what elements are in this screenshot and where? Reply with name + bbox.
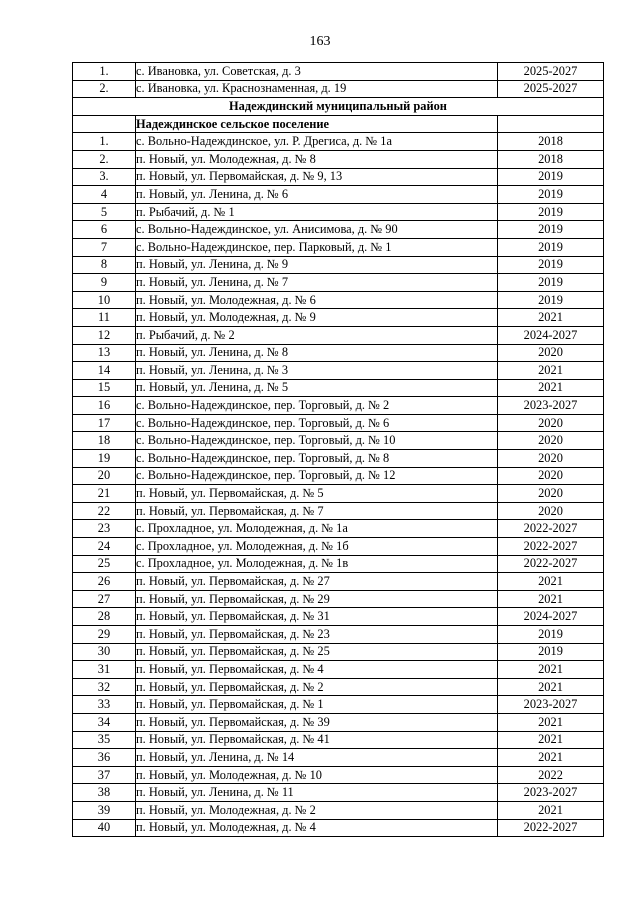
row-year: 2021 bbox=[498, 801, 604, 819]
row-address: с. Прохладное, ул. Молодежная, д. № 1б bbox=[136, 538, 498, 556]
row-number: 20 bbox=[73, 467, 136, 485]
table-row bbox=[73, 432, 604, 450]
row-year: 2019 bbox=[498, 256, 604, 274]
row-number: 29 bbox=[73, 626, 136, 644]
row-address: п. Новый, ул. Молодежная, д. № 9 bbox=[136, 309, 498, 327]
row-year: 2022-2027 bbox=[498, 555, 604, 573]
row-year: 2020 bbox=[498, 414, 604, 432]
table-row bbox=[73, 326, 604, 344]
row-address: с. Прохладное, ул. Молодежная, д. № 1в bbox=[136, 555, 498, 573]
row-year: 2021 bbox=[498, 573, 604, 591]
row-number: 26 bbox=[73, 573, 136, 591]
row-address: с. Прохладное, ул. Молодежная, д. № 1а bbox=[136, 520, 498, 538]
row-number: 19 bbox=[73, 450, 136, 468]
settlement-heading: Надеждинское сельское поселение bbox=[136, 115, 498, 133]
row-address: п. Новый, ул. Первомайская, д. № 41 bbox=[136, 731, 498, 749]
row-address: п. Новый, ул. Первомайская, д. № 4 bbox=[136, 661, 498, 679]
row-address: п. Новый, ул. Первомайская, д. № 39 bbox=[136, 713, 498, 731]
table-row bbox=[73, 467, 604, 485]
table-row bbox=[73, 238, 604, 256]
table-row bbox=[73, 379, 604, 397]
table-row bbox=[73, 485, 604, 503]
row-number: 38 bbox=[73, 784, 136, 802]
table-row bbox=[73, 766, 604, 784]
row-address: п. Новый, ул. Молодежная, д. № 2 bbox=[136, 801, 498, 819]
row-number: 12 bbox=[73, 326, 136, 344]
table-row bbox=[73, 678, 604, 696]
row-number: 37 bbox=[73, 766, 136, 784]
row-address: п. Новый, ул. Первомайская, д. № 31 bbox=[136, 608, 498, 626]
row-address: с. Ивановка, ул. Краснознаменная, д. 19 bbox=[136, 80, 498, 98]
row-address: п. Новый, ул. Первомайская, д. № 27 bbox=[136, 573, 498, 591]
table-row bbox=[73, 291, 604, 309]
row-year: 2021 bbox=[498, 379, 604, 397]
row-address: п. Новый, ул. Первомайская, д. № 23 bbox=[136, 626, 498, 644]
row-year: 2019 bbox=[498, 274, 604, 292]
table-row bbox=[73, 133, 604, 151]
row-year: 2021 bbox=[498, 678, 604, 696]
table-row bbox=[73, 749, 604, 767]
row-year: 2021 bbox=[498, 713, 604, 731]
table-row bbox=[73, 661, 604, 679]
row-number: 9 bbox=[73, 274, 136, 292]
row-year: 2021 bbox=[498, 731, 604, 749]
row-number: 10 bbox=[73, 291, 136, 309]
row-address: п. Новый, ул. Молодежная, д. № 10 bbox=[136, 766, 498, 784]
row-number: 8 bbox=[73, 256, 136, 274]
table-row bbox=[73, 573, 604, 591]
row-number: 5 bbox=[73, 203, 136, 221]
row-number: 27 bbox=[73, 590, 136, 608]
row-address: с. Вольно-Надеждинское, пер. Торговый, д. № 6 bbox=[136, 414, 498, 432]
settlement-spacer bbox=[73, 115, 136, 133]
row-year: 2022-2027 bbox=[498, 538, 604, 556]
row-address: п. Новый, ул. Первомайская, д. № 29 bbox=[136, 590, 498, 608]
row-year: 2021 bbox=[498, 749, 604, 767]
row-year: 2020 bbox=[498, 344, 604, 362]
row-number: 21 bbox=[73, 485, 136, 503]
table-row bbox=[73, 309, 604, 327]
row-year: 2018 bbox=[498, 133, 604, 151]
row-address: п. Новый, ул. Ленина, д. № 11 bbox=[136, 784, 498, 802]
row-address: п. Новый, ул. Ленина, д. № 6 bbox=[136, 186, 498, 204]
row-number: 3. bbox=[73, 168, 136, 186]
table-row bbox=[73, 414, 604, 432]
row-number: 36 bbox=[73, 749, 136, 767]
row-year: 2023-2027 bbox=[498, 784, 604, 802]
row-number: 25 bbox=[73, 555, 136, 573]
district-heading: Надеждинский муниципальный район bbox=[73, 98, 604, 116]
row-address: п. Новый, ул. Первомайская, д. № 9, 13 bbox=[136, 168, 498, 186]
row-address: п. Новый, ул. Первомайская, д. № 1 bbox=[136, 696, 498, 714]
row-year: 2025-2027 bbox=[498, 80, 604, 98]
row-number: 15 bbox=[73, 379, 136, 397]
row-number: 13 bbox=[73, 344, 136, 362]
table-row bbox=[73, 696, 604, 714]
row-year: 2021 bbox=[498, 590, 604, 608]
row-year: 2022-2027 bbox=[498, 520, 604, 538]
row-year: 2019 bbox=[498, 186, 604, 204]
row-year: 2019 bbox=[498, 643, 604, 661]
row-year: 2025-2027 bbox=[498, 63, 604, 81]
table-row bbox=[73, 643, 604, 661]
row-number: 17 bbox=[73, 414, 136, 432]
table-row bbox=[73, 450, 604, 468]
table-row bbox=[73, 502, 604, 520]
row-year: 2019 bbox=[498, 291, 604, 309]
row-year: 2020 bbox=[498, 432, 604, 450]
table-row bbox=[73, 819, 604, 837]
row-number: 18 bbox=[73, 432, 136, 450]
row-number: 35 bbox=[73, 731, 136, 749]
table-row bbox=[73, 397, 604, 415]
row-number: 1. bbox=[73, 63, 136, 81]
row-year: 2019 bbox=[498, 221, 604, 239]
row-year: 2020 bbox=[498, 485, 604, 503]
row-number: 40 bbox=[73, 819, 136, 837]
row-address: п. Новый, ул. Ленина, д. № 7 bbox=[136, 274, 498, 292]
row-address: п. Новый, ул. Ленина, д. № 3 bbox=[136, 362, 498, 380]
settlement-heading-row bbox=[73, 115, 604, 133]
row-address: п. Новый, ул. Ленина, д. № 14 bbox=[136, 749, 498, 767]
page-number: 163 bbox=[309, 34, 331, 49]
row-number: 33 bbox=[73, 696, 136, 714]
district-heading-row bbox=[73, 98, 604, 116]
row-year: 2019 bbox=[498, 238, 604, 256]
row-address: с. Вольно-Надеждинское, пер. Торговый, д. № 8 bbox=[136, 450, 498, 468]
row-number: 31 bbox=[73, 661, 136, 679]
table-row bbox=[73, 186, 604, 204]
row-number: 14 bbox=[73, 362, 136, 380]
row-address: п. Новый, ул. Молодежная, д. № 8 bbox=[136, 150, 498, 168]
row-number: 22 bbox=[73, 502, 136, 520]
row-address: п. Новый, ул. Ленина, д. № 9 bbox=[136, 256, 498, 274]
row-number: 23 bbox=[73, 520, 136, 538]
row-year: 2020 bbox=[498, 467, 604, 485]
row-address: п. Новый, ул. Первомайская, д. № 5 bbox=[136, 485, 498, 503]
row-number: 32 bbox=[73, 678, 136, 696]
row-year: 2021 bbox=[498, 661, 604, 679]
row-year: 2019 bbox=[498, 203, 604, 221]
row-address: п. Новый, ул. Первомайская, д. № 2 bbox=[136, 678, 498, 696]
row-address: п. Новый, ул. Молодежная, д. № 4 bbox=[136, 819, 498, 837]
row-number: 30 bbox=[73, 643, 136, 661]
row-number: 1. bbox=[73, 133, 136, 151]
table-row bbox=[73, 713, 604, 731]
row-number: 6 bbox=[73, 221, 136, 239]
housing-schedule-table bbox=[72, 62, 604, 837]
table-row bbox=[73, 731, 604, 749]
table-row bbox=[73, 150, 604, 168]
row-address: с. Вольно-Надеждинское, ул. Анисимова, д. № 90 bbox=[136, 221, 498, 239]
table-row bbox=[73, 80, 604, 98]
table-row bbox=[73, 608, 604, 626]
table-row bbox=[73, 256, 604, 274]
table-row bbox=[73, 520, 604, 538]
row-year: 2022 bbox=[498, 766, 604, 784]
row-address: с. Ивановка, ул. Советская, д. 3 bbox=[136, 63, 498, 81]
settlement-spacer bbox=[498, 115, 604, 133]
row-address: п. Новый, ул. Ленина, д. № 5 bbox=[136, 379, 498, 397]
table-row bbox=[73, 203, 604, 221]
row-number: 2. bbox=[73, 150, 136, 168]
row-year: 2019 bbox=[498, 168, 604, 186]
row-number: 34 bbox=[73, 713, 136, 731]
table-row bbox=[73, 168, 604, 186]
row-number: 4 bbox=[73, 186, 136, 204]
row-number: 24 bbox=[73, 538, 136, 556]
row-address: п. Новый, ул. Первомайская, д. № 7 bbox=[136, 502, 498, 520]
table-row bbox=[73, 274, 604, 292]
row-year: 2023-2027 bbox=[498, 696, 604, 714]
row-year: 2018 bbox=[498, 150, 604, 168]
table-row bbox=[73, 362, 604, 380]
row-year: 2020 bbox=[498, 450, 604, 468]
row-year: 2023-2027 bbox=[498, 397, 604, 415]
row-address: с. Вольно-Надеждинское, пер. Парковый, д. № 1 bbox=[136, 238, 498, 256]
table-row bbox=[73, 538, 604, 556]
table-row bbox=[73, 801, 604, 819]
row-address: с. Вольно-Надеждинское, пер. Торговый, д. № 10 bbox=[136, 432, 498, 450]
row-address: п. Рыбачий, д. № 2 bbox=[136, 326, 498, 344]
row-year: 2019 bbox=[498, 626, 604, 644]
row-address: п. Рыбачий, д. № 1 bbox=[136, 203, 498, 221]
table-row bbox=[73, 344, 604, 362]
row-address: с. Вольно-Надеждинское, ул. Р. Дрегиса, д. № 1а bbox=[136, 133, 498, 151]
table-row bbox=[73, 221, 604, 239]
row-year: 2024-2027 bbox=[498, 326, 604, 344]
row-address: с. Вольно-Надеждинское, пер. Торговый, д. № 12 bbox=[136, 467, 498, 485]
row-year: 2021 bbox=[498, 309, 604, 327]
row-number: 39 bbox=[73, 801, 136, 819]
table-body bbox=[73, 63, 604, 837]
row-address: с. Вольно-Надеждинское, пер. Торговый, д. № 2 bbox=[136, 397, 498, 415]
table-row bbox=[73, 784, 604, 802]
row-address: п. Новый, ул. Первомайская, д. № 25 bbox=[136, 643, 498, 661]
table-row bbox=[73, 626, 604, 644]
table-row bbox=[73, 63, 604, 81]
row-number: 2. bbox=[73, 80, 136, 98]
row-number: 7 bbox=[73, 238, 136, 256]
row-year: 2021 bbox=[498, 362, 604, 380]
row-year: 2022-2027 bbox=[498, 819, 604, 837]
table-row bbox=[73, 555, 604, 573]
row-number: 16 bbox=[73, 397, 136, 415]
row-year: 2020 bbox=[498, 502, 604, 520]
row-address: п. Новый, ул. Ленина, д. № 8 bbox=[136, 344, 498, 362]
row-address: п. Новый, ул. Молодежная, д. № 6 bbox=[136, 291, 498, 309]
row-number: 28 bbox=[73, 608, 136, 626]
table-row bbox=[73, 590, 604, 608]
row-number: 11 bbox=[73, 309, 136, 327]
row-year: 2024-2027 bbox=[498, 608, 604, 626]
